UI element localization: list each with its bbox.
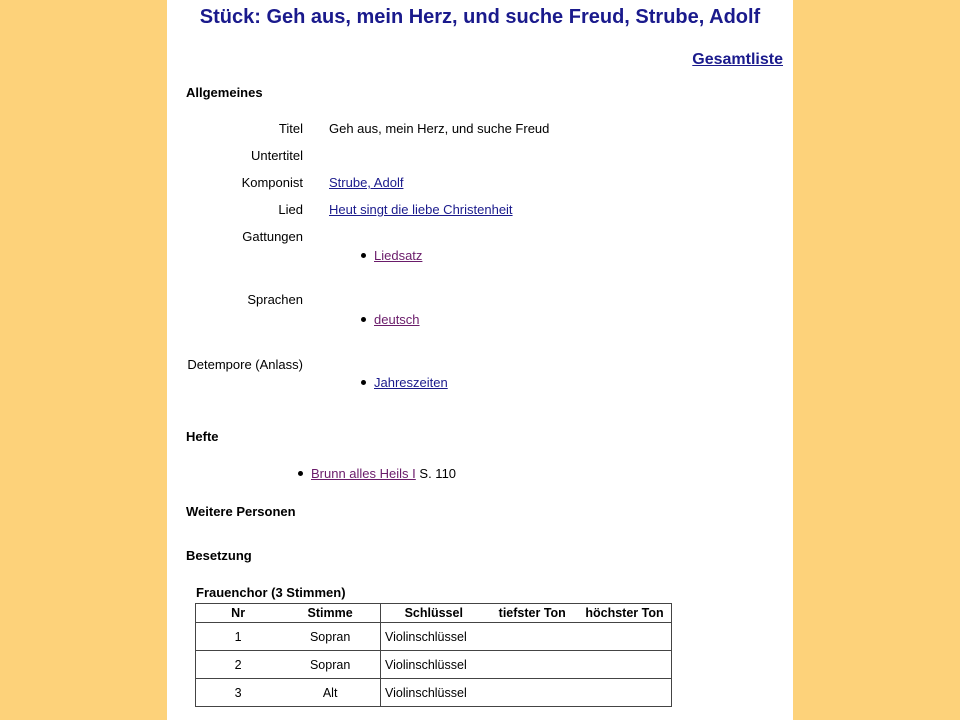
genres-label: Gattungen	[242, 229, 303, 244]
song-link[interactable]: Heut singt die liebe Christenheit	[329, 202, 513, 217]
scoring-caption: Frauenchor (3 Stimmen)	[196, 585, 346, 600]
table-row	[196, 679, 672, 707]
language-link[interactable]: deutsch	[374, 312, 420, 327]
cell-nr: 2	[196, 651, 281, 679]
bullet-icon	[298, 471, 303, 476]
cell-voice: Sopran	[280, 651, 380, 679]
genre-list-item	[361, 248, 422, 263]
composer-link[interactable]: Strube, Adolf	[329, 175, 404, 190]
table-header-row	[196, 604, 672, 623]
col-header-clef: Schlüssel	[380, 604, 486, 623]
overview-link[interactable]: Gesamtliste	[692, 51, 783, 68]
col-header-lowest: tiefster Ton	[487, 604, 578, 623]
page-title: Stück: Geh aus, mein Herz, und suche Freud, Strube, Adolf	[199, 6, 761, 28]
song-label: Lied	[278, 202, 303, 217]
cell-clef: Violinschlüssel	[380, 651, 486, 679]
genre-link[interactable]: Liedsatz	[374, 248, 423, 263]
booklet-page: S. 110	[419, 466, 457, 481]
col-header-nr: Nr	[196, 604, 281, 623]
col-header-highest: höchster Ton	[578, 604, 672, 623]
cell-lowest	[487, 623, 578, 651]
section-more-persons-heading: Weitere Personen	[186, 504, 296, 519]
cell-clef: Violinschlüssel	[380, 623, 486, 651]
section-general-heading: Allgemeines	[186, 85, 263, 100]
languages-label: Sprachen	[247, 292, 303, 307]
bullet-icon	[361, 380, 366, 385]
cell-nr: 3	[196, 679, 281, 707]
cell-highest	[578, 679, 672, 707]
cell-highest	[578, 651, 672, 679]
table-row	[196, 651, 672, 679]
cell-nr: 1	[196, 623, 281, 651]
booklet-link[interactable]: Brunn alles Heils I	[311, 466, 416, 481]
table-row	[196, 623, 672, 651]
cell-lowest	[487, 679, 578, 707]
section-scoring-heading: Besetzung	[186, 548, 252, 563]
col-header-voice: Stimme	[280, 604, 380, 623]
occasion-label: Detempore (Anlass)	[187, 357, 303, 372]
language-list-item	[361, 312, 420, 327]
cell-voice: Alt	[280, 679, 380, 707]
title-label: Titel	[278, 121, 303, 136]
bullet-icon	[361, 253, 366, 258]
content-panel	[167, 0, 793, 720]
booklet-list-item	[298, 466, 456, 481]
bullet-icon	[361, 317, 366, 322]
occasion-link[interactable]: Jahreszeiten	[374, 375, 448, 390]
scoring-table	[195, 603, 672, 707]
cell-lowest	[487, 651, 578, 679]
section-booklets-heading: Hefte	[186, 429, 219, 444]
subtitle-label: Untertitel	[250, 148, 303, 163]
composer-label: Komponist	[241, 175, 303, 190]
occasion-list-item	[361, 375, 448, 390]
cell-clef: Violinschlüssel	[380, 679, 486, 707]
cell-highest	[578, 623, 672, 651]
cell-voice: Sopran	[280, 623, 380, 651]
title-value: Geh aus, mein Herz, und suche Freud	[329, 121, 550, 136]
